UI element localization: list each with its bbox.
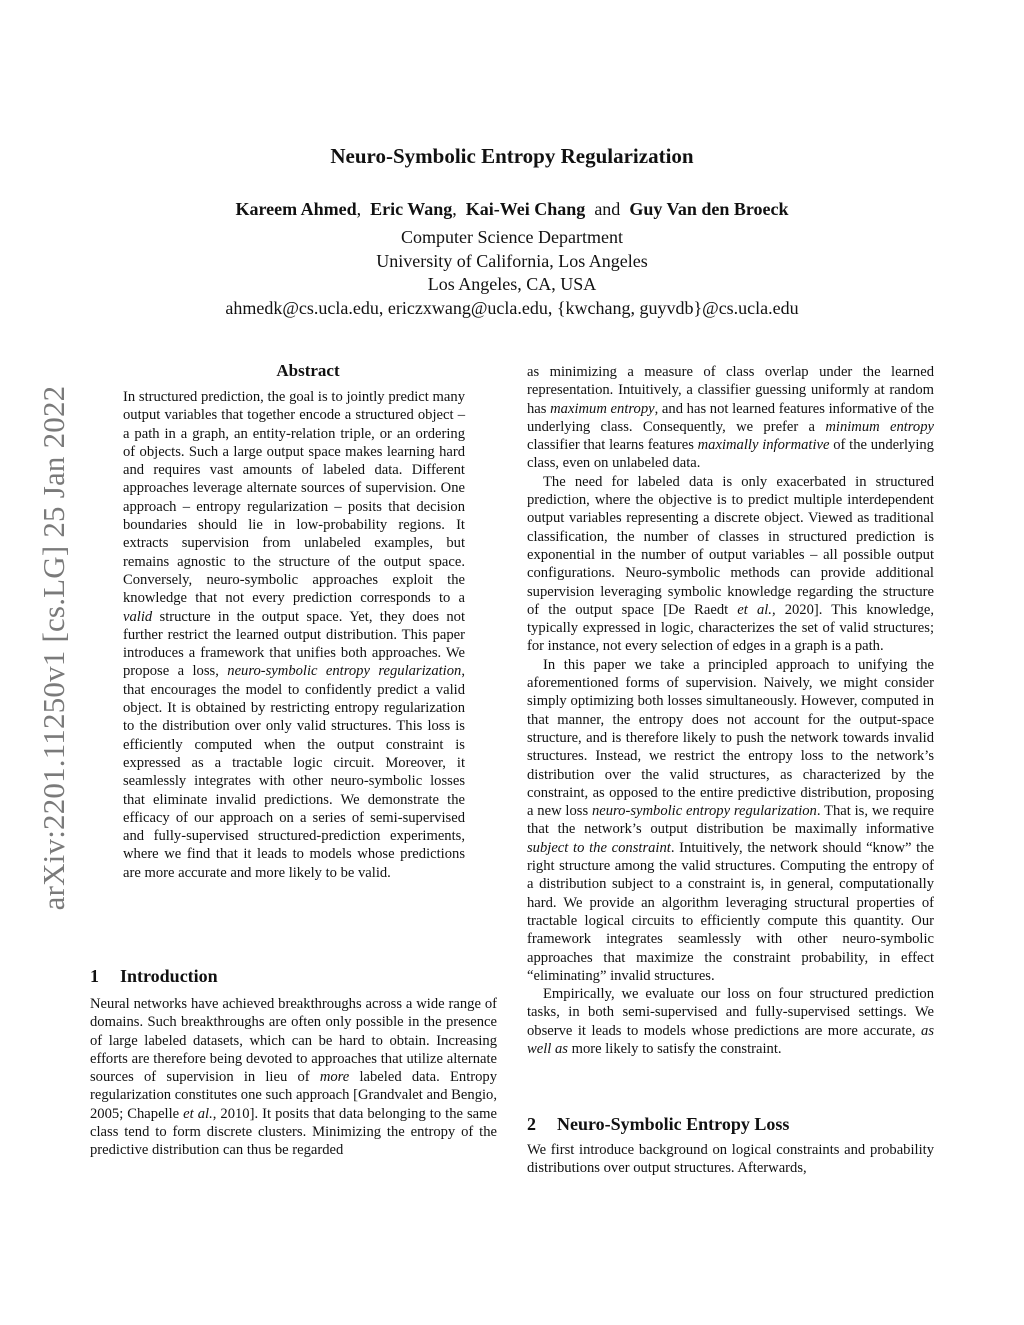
author-name: Eric Wang bbox=[370, 199, 453, 219]
abstract-body bbox=[123, 388, 465, 882]
author-separator: , bbox=[356, 199, 362, 219]
section-heading-introduction: 1 Introduction bbox=[90, 966, 218, 986]
abstract-paragraph: In structured prediction, the goal is to jointly predict many output variables that together encode a structured object – a path in a graph, an entity-relation triple, or an ordering of objects. Such a large output space makes learning hard and requires vast amounts of labeled data. Different approaches leverage alternate sources of supervision. One approach – entropy regularization – posits that decision boundaries should lie in low-probability regions. It extracts supervision from unlabeled examples, but remains agnostic to the structure of the output space. Conversely, neuro-symbolic approaches exploit the knowledge that not every prediction corresponds to a valid structure in the output space. Yet, they does not further restrict the learned output distribution. This paper introduces a framework that unifies both approaches. We propose a loss, neuro-symbolic entropy regularization, that encourages the model to confidently predict a valid object. It is obtained by restricting entropy regularization to the distribution over only valid structures. This loss is efficiently computed when the output constraint is expressed as a tractable logic circuit. Moreover, it seamlessly integrates with other neuro-symbolic losses that eliminate invalid predictions. We demonstrate the efficacy of our approach on a series of semi-supervised and fully-supervised structured-prediction experiments, where we find that it leads to models whose predictions are more accurate and more likely to be valid. bbox=[123, 389, 465, 881]
introduction-body bbox=[90, 995, 497, 1160]
author-name: Guy Van den Broeck bbox=[629, 199, 789, 219]
body-paragraph: as minimizing a measure of class overlap under the learned representation. Intuitively, a classifier guessing uniformly at random has maximum entropy, and has not learned features informative of the underlying class. Consequently, we prefer a minimum entropy classifier that learns features maximally informative of the underlying class, even on unlabeled data. bbox=[527, 364, 935, 472]
author-emails: ahmedk@cs.ucla.edu, ericzxwang@ucla.edu, {kwchang, guyvdb}@cs.ucla.edu bbox=[225, 297, 799, 318]
affiliation-location: Los Angeles, CA, USA bbox=[427, 274, 597, 294]
section-heading-neuro-symbolic-entropy-loss: 2 Neuro-Symbolic Entropy Loss bbox=[527, 1114, 790, 1134]
author-conjunction: and bbox=[594, 199, 621, 219]
body-paragraph: The need for labeled data is only exacerbated in structured prediction, where the objective is to predict multiple interdependent output variables representing a discrete object. Viewed as traditional classification, the number of classes in structured prediction is exponential in the number of output variables – all possible output configurations. Neuro-symbolic methods can provide additional supervision leveraging symbolic knowledge regarding the structure of the output space [De Raedt et al., 2020]. This knowledge, typically expressed in logic, characterizes the set of valid structures; for instance, not every selection of edges in a graph is a path. bbox=[527, 473, 935, 655]
author-list bbox=[0, 197, 1024, 221]
author-separator: , bbox=[452, 199, 457, 219]
section2-body bbox=[527, 1141, 934, 1178]
section2-paragraph: We first introduce background on logical constraints and probability distributions over output structures. Afterwards, bbox=[527, 1142, 934, 1177]
author-name: Kai-Wei Chang bbox=[465, 199, 586, 219]
introduction-paragraph: Neural networks have achieved breakthroughs across a wide range of domains. Such breakthroughs are often only possible in the presence of large labeled datasets, which can be hard to obtain. Increasing efforts are therefore being devoted to approaches that utilize alternate sources of supervision in lieu of more labeled data. Entropy regularization constitutes one such approach [Grandvalet and Bengio, 2005; Chapelle et al., 2010]. It posits that data belonging to the same class tend to form discrete clusters. Minimizing the entropy of the predictive distribution can thus be regarded bbox=[90, 996, 497, 1159]
arxiv-identifier: arXiv:2201.11250v1 [cs.LG] 25 Jan 2022 bbox=[36, 385, 71, 911]
affiliation-block bbox=[0, 226, 1024, 320]
right-column-body bbox=[527, 363, 934, 1058]
body-paragraph: In this paper we take a principled approach to unifying the aforementioned forms of supervision. Naively, we might consider simply optimizing both losses simultaneously. However, computed in that manner, the entropy does not account for the output-space structure, and is therefore likely to push the network towards invalid structures. Instead, we restrict the entropy loss to the network’s distribution over the valid structures, as characterized by the constraint, as opposed to the entire predictive distribution, proposing a new loss neuro-symbolic entropy regularization. That is, we require that the network’s output distribution be maximally informative subject to the constraint. Intuitively, the network should “know” the right structure among the valid structures. Computing the entropy of a distribution subject to a constraint is, in general, computationally hard. We provide an algorithm leveraging structural properties of tractable logical circuits to efficiently compute this quantity. Our framework integrates seamlessly with other neuro-symbolic approaches that maximize the constraint probability, in effect “eliminating” invalid structures. bbox=[527, 656, 934, 984]
affiliation-department: Computer Science Department bbox=[401, 227, 623, 247]
affiliation-university: University of California, Los Angeles bbox=[376, 250, 648, 271]
author-name: Kareem Ahmed bbox=[235, 199, 357, 219]
paper-title: Neuro-Symbolic Entropy Regularization bbox=[330, 144, 694, 168]
body-paragraph: Empirically, we evaluate our loss on four structured prediction tasks, in both semi-supervised and fully-supervised settings. We observe it leads to models whose predictions are more accurate, as well as more likely to satisfy the constraint. bbox=[527, 986, 934, 1057]
abstract-heading: Abstract bbox=[276, 361, 340, 380]
